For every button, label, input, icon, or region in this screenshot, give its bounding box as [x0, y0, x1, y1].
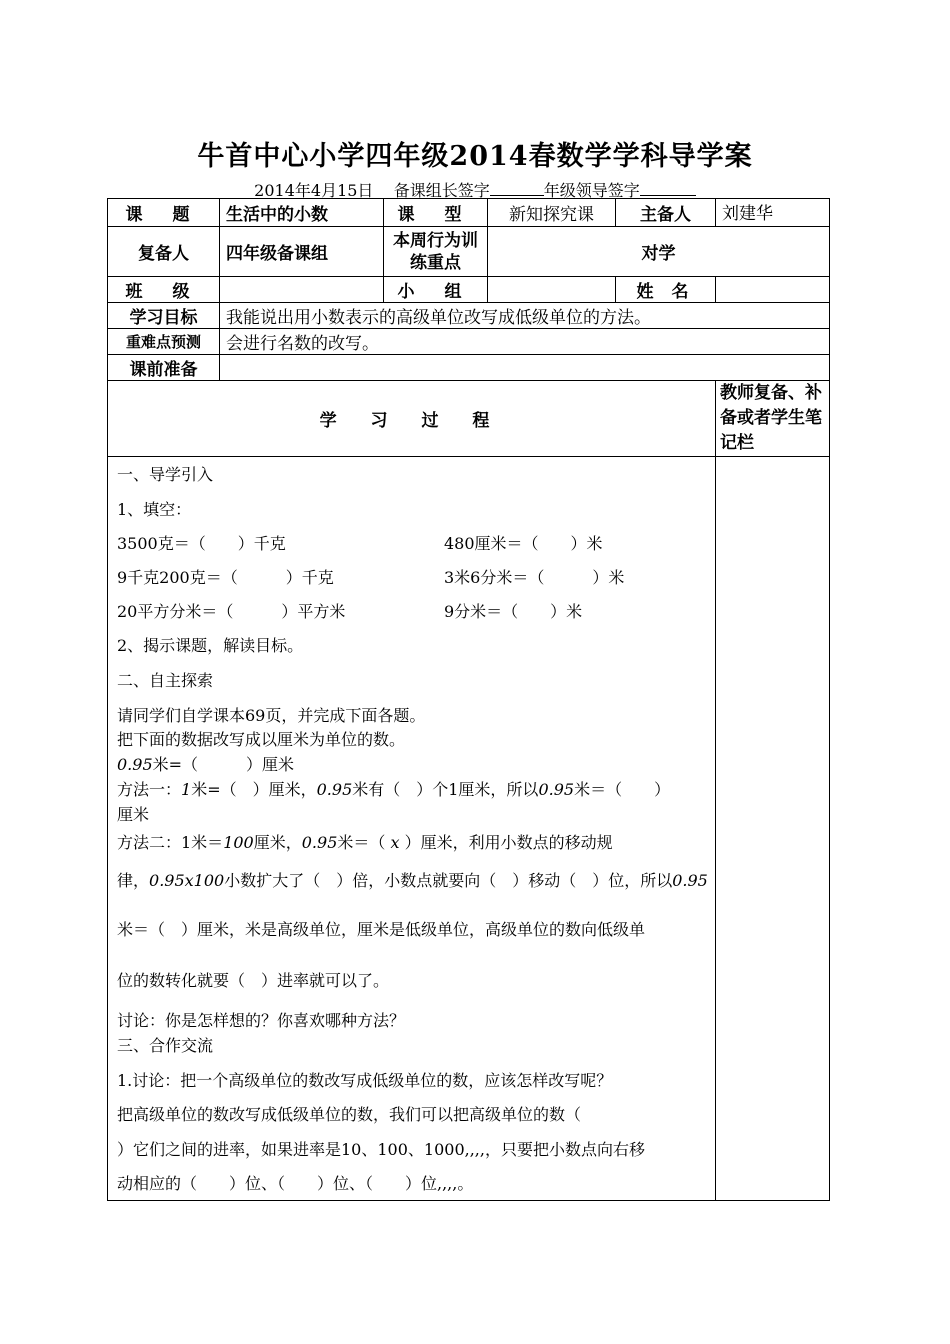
row-class [108, 277, 830, 303]
group-leader-sign-blank[interactable] [490, 181, 544, 196]
section-explore-heading: 二、自主探索 [117, 671, 214, 690]
question-2a: 9千克200克＝（ ）千克 [117, 568, 334, 587]
row-key-points [108, 329, 830, 355]
type-value: 新知探究课 [488, 199, 616, 227]
method-2-text-b: 米＝（ [337, 833, 391, 852]
row-process-header [108, 381, 830, 457]
method-1-text-c: 米＝（ ） [574, 780, 671, 799]
example-rest: 米=（ ）厘米 [152, 755, 295, 774]
section-cooperate-heading: 三、合作交流 [117, 1036, 214, 1055]
discussion-3: ）它们之间的进率，如果进率是10、100、1000,,,,，只要把小数点向右移 [117, 1140, 645, 1159]
key-points-label: 重难点预测 [108, 329, 220, 355]
row-prep [108, 355, 830, 381]
discussion-2: 把高级单位的数改写成低级单位的数，我们可以把高级单位的数（ [117, 1105, 582, 1124]
method-2-num-b: 0.95 [301, 833, 338, 852]
method-1-num-a: 1 [181, 780, 192, 799]
row-goal [108, 303, 830, 329]
class-label: 班 级 [108, 277, 220, 303]
method-2-text-c: ）厘米，利用小数点的移动规 [399, 833, 613, 852]
question-3a: 20平方分米＝（ ）平方米 [117, 602, 346, 621]
group-label: 小 组 [384, 277, 488, 303]
question-1a: 3500克＝（ ）千克 [117, 534, 286, 553]
method-2-line [117, 830, 613, 853]
lead-value: 刘建华 [716, 199, 830, 227]
prep-label: 课前准备 [108, 355, 220, 381]
method-1-label: 方法一： [117, 780, 182, 799]
method-2-text-a: 厘米， [253, 833, 302, 852]
method-2-multiply: x [390, 833, 400, 852]
process-content [108, 457, 716, 1201]
method-1-num-b: 0.95 [316, 780, 353, 799]
method-1-line [117, 777, 670, 800]
example-number: 0.95 [117, 755, 153, 774]
section-intro-heading: 一、导学引入 [117, 465, 214, 484]
law-number: 0.95 [672, 871, 708, 890]
lead-label: 主备人 [616, 199, 716, 227]
co-preparer-label: 复备人 [108, 227, 220, 277]
example-line [117, 752, 294, 775]
page-title: 牛首中心小学四年级2014春数学学科导学案 [197, 141, 753, 172]
goal-value: 我能说出用小数表示的高级单位改写成低级单位的方法。 [220, 303, 830, 329]
method-2-num-a: 100 [223, 833, 254, 852]
discussion-1: 1.讨论：把一个高级单位的数改写成低级单位的数，应该怎样改写呢？ [117, 1071, 613, 1090]
notes-heading: 教师复备、补备或者学生笔记栏 [716, 381, 830, 457]
law-text-b: 小数扩大了（ ）倍，小数点就要向（ ）移动（ ）位，所以 [224, 871, 673, 890]
fill-blank-heading: 1、填空： [117, 500, 192, 519]
method-2-label: 方法二：1米＝ [117, 833, 224, 852]
focus-value: 对学 [488, 227, 830, 277]
method-1-text-b: 米有（ ）个1厘米，所以 [352, 780, 539, 799]
grade-leader-sign-blank[interactable] [640, 181, 696, 196]
question-1b: 480厘米＝（ ）米 [444, 534, 603, 553]
row-process-content [108, 457, 830, 1201]
prep-value[interactable] [220, 355, 830, 381]
lesson-plan-table [107, 198, 830, 1201]
method-1-unit: 厘米 [117, 805, 150, 824]
discussion-question: 讨论：你是怎样想的？你喜欢哪种方法？ [117, 1011, 406, 1030]
self-study-text: 请同学们自学课本69页，并完成下面各题。 [117, 706, 426, 725]
key-points-value: 会进行名数的改写。 [220, 329, 830, 355]
name-value[interactable] [716, 277, 830, 303]
law-text-a: 律， [117, 871, 150, 890]
meter-line: 米＝（ ）厘米，米是高级单位，厘米是低级单位，高级单位的数向低级单 [117, 920, 646, 939]
method-1-text-a: 米=（ ）厘米， [191, 780, 317, 799]
notes-column[interactable] [716, 457, 830, 1201]
type-label: 课 型 [384, 199, 488, 227]
group-leader-sign-label: 备课组长签字 [393, 181, 490, 200]
process-heading: 学 习 过 程 [108, 381, 716, 457]
grade-leader-sign-label: 年级领导签字 [543, 181, 640, 200]
topic-value: 生活中的小数 [220, 199, 384, 227]
name-label: 姓 名 [616, 277, 716, 303]
class-value[interactable] [220, 277, 384, 303]
discussion-4: 动相应的（ ）位、（ ）位、（ ）位,,,,。 [117, 1174, 474, 1193]
reveal-topic: 2、揭示课题，解读目标。 [117, 636, 304, 655]
question-3b: 9分米＝（ ）米 [444, 602, 583, 621]
question-2b: 3米6分米＝（ ）米 [444, 568, 625, 587]
row-topic [108, 199, 830, 227]
goal-label: 学习目标 [108, 303, 220, 329]
law-expression: 0.95x100 [149, 871, 225, 890]
focus-label: 本周行为训练重点 [384, 227, 488, 277]
row-co-preparer [108, 227, 830, 277]
conversion-line: 位的数转化就要（ ）进率就可以了。 [117, 971, 390, 990]
topic-label: 课 题 [108, 199, 220, 227]
law-line [117, 868, 708, 891]
date-text: 2014年4月15日 [254, 181, 374, 200]
rewrite-text: 把下面的数据改写成以厘米为单位的数。 [117, 730, 406, 749]
group-value[interactable] [488, 277, 616, 303]
co-preparer-value: 四年级备课组 [220, 227, 384, 277]
method-1-num-c: 0.95 [538, 780, 575, 799]
